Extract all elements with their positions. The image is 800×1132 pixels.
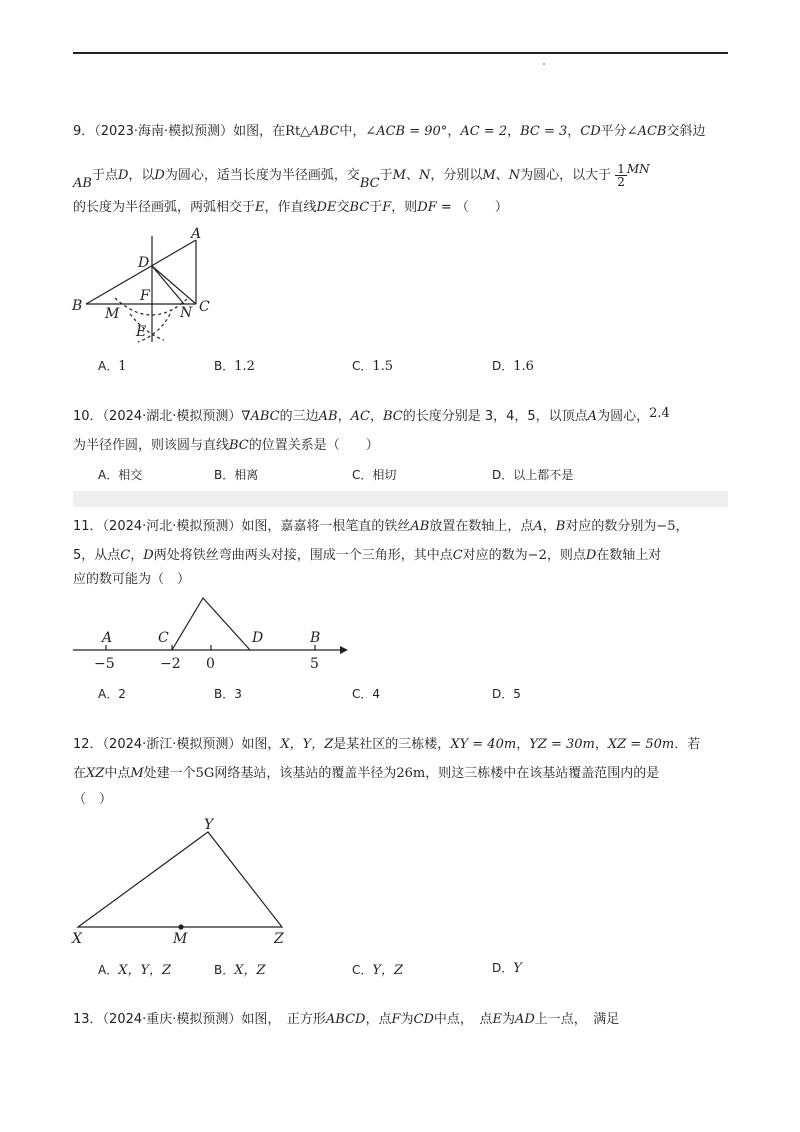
q9-label-f: F xyxy=(140,288,150,304)
q12-line-1: 12．（2024·浙江·模拟预测）如图，X，Y，Z是某社区的三栋楼，XY = 40m，YZ = 30m，XZ = 50m．若 xyxy=(73,737,701,752)
q9-segment-dn xyxy=(152,266,184,304)
q12-triangle-xyz xyxy=(78,832,282,927)
q12-option-a[interactable]: A．X，Y，Z xyxy=(98,963,172,978)
q12-figure xyxy=(66,812,296,950)
q12-point-m xyxy=(178,924,183,929)
q9-source: （2023·海南·模拟预测） xyxy=(94,124,234,139)
q11-axis-arrow xyxy=(340,646,348,654)
q11-tick-neg2: −2 xyxy=(160,656,181,672)
q12-option-d[interactable]: D．Y xyxy=(492,961,522,976)
q10-source: （2024·湖北·模拟预测） xyxy=(102,409,242,424)
q9-segment-cd xyxy=(152,266,196,304)
header-rule xyxy=(73,52,728,54)
q9-option-c[interactable]: C．1.5 xyxy=(352,359,394,374)
q11-label-c: C xyxy=(158,630,169,646)
q9-figure xyxy=(60,222,230,352)
q9-option-d[interactable]: D．1.6 xyxy=(492,359,534,374)
q11-bent-wire xyxy=(172,598,250,650)
q9-option-a[interactable]: A．1 xyxy=(98,359,127,374)
q9-line-3: 的长度为半径画弧，两弧相交于E，作直线DE交BC于F，则DF = （ ） xyxy=(73,200,508,215)
q12-label-y: Y xyxy=(204,817,214,833)
q10-number: 10． xyxy=(73,409,103,424)
q11-label-d: D xyxy=(252,630,264,646)
q9-label-n: N xyxy=(180,305,193,321)
q11-number: 11． xyxy=(73,519,103,534)
q9-fraction: $\frac{1}{2}$ xyxy=(617,162,625,189)
q11-label-b: B xyxy=(310,630,321,646)
q12-option-c[interactable]: C．Y，Z xyxy=(352,963,404,978)
q11-option-b[interactable]: B．3 xyxy=(214,687,242,701)
q12-option-b[interactable]: B．X，Z xyxy=(214,963,266,978)
q11-source: （2024·河北·模拟预测） xyxy=(102,519,242,534)
q9-line-1: 9．（2023·海南·模拟预测）如图，在Rt△ABC中，∠ACB = 90°，AC = 2，BC = 3，CD平分∠ACB交斜边 xyxy=(73,124,706,139)
page-dot xyxy=(543,63,545,65)
q9-label-b: B xyxy=(72,298,83,314)
q9-label-m: M xyxy=(105,306,120,322)
q11-label-a: A xyxy=(102,630,113,646)
q9-option-b[interactable]: B．1.2 xyxy=(214,359,255,374)
q11-tick-neg5: −5 xyxy=(94,656,115,672)
q11-line-1: 11．（2024·河北·模拟预测）如图，嘉嘉将一根笔直的铁丝AB放置在数轴上，点A，B对应的数分别为−5， xyxy=(73,519,689,534)
q11-tick-0: 0 xyxy=(206,656,215,672)
q12-label-m: M xyxy=(173,931,188,947)
q9-label-c: C xyxy=(199,299,210,315)
separator-band xyxy=(73,491,728,507)
q11-figure xyxy=(68,590,358,676)
q9-label-e: E xyxy=(136,324,147,340)
q10-line-1: 10．（2024·湖北·模拟预测）∇ABC的三边AB，AC，BC的长度分别是 3，4，5，以顶点A为圆心，2.4 xyxy=(73,406,670,424)
q13-number: 13． xyxy=(73,1012,103,1027)
q11-option-c[interactable]: C．4 xyxy=(352,687,381,701)
q12-line-3: （ ） xyxy=(73,792,113,807)
q9-label-d: D xyxy=(138,255,150,271)
q11-tick-5: 5 xyxy=(310,656,319,672)
q12-source: （2024·浙江·模拟预测） xyxy=(102,737,242,752)
q11-option-d[interactable]: D．5 xyxy=(492,687,521,701)
q12-label-z: Z xyxy=(274,931,284,947)
q10-option-b[interactable]: B．相离 xyxy=(214,468,259,482)
q10-line-2: 为半径作圆，则该圆与直线BC的位置关系是（ ） xyxy=(73,438,379,453)
q11-option-a[interactable]: A．2 xyxy=(98,687,126,701)
q13-source: （2024·重庆·模拟预测） xyxy=(102,1012,242,1027)
q10-option-d[interactable]: D．以上都不是 xyxy=(492,468,574,482)
q10-option-c[interactable]: C．相切 xyxy=(352,468,397,482)
q10-option-a[interactable]: A．相交 xyxy=(98,468,143,482)
q12-line-2: 在XZ中点M处建一个5G网络基站，该基站的覆盖半径为26m，则这三栋楼中在该基站覆盖范围内的是 xyxy=(73,766,660,781)
q11-line-2: 5，从点C，D两处将铁丝弯曲两头对接，围成一个三角形，其中点C对应的数为−2，则点D在数轴上对 xyxy=(73,548,662,563)
q9-line-2: AB于点D，以D为圆心，适当长度为半径画弧，交BC于M、N，分别以M、N为圆心，以大于 $\frac{1}{2}$ MN xyxy=(73,162,650,191)
q12-number: 12． xyxy=(73,737,103,752)
q12-label-x: X xyxy=(72,931,82,947)
q11-line-3: 应的数可能为（ ） xyxy=(73,572,191,587)
q9-label-a: A xyxy=(191,226,202,242)
q13-line-1: 13．（2024·重庆·模拟预测）如图， 正方形ABCD，点F为CD中点， 点E为AD上一点， 满足 xyxy=(73,1012,620,1027)
q9-number: 9． xyxy=(73,124,95,139)
